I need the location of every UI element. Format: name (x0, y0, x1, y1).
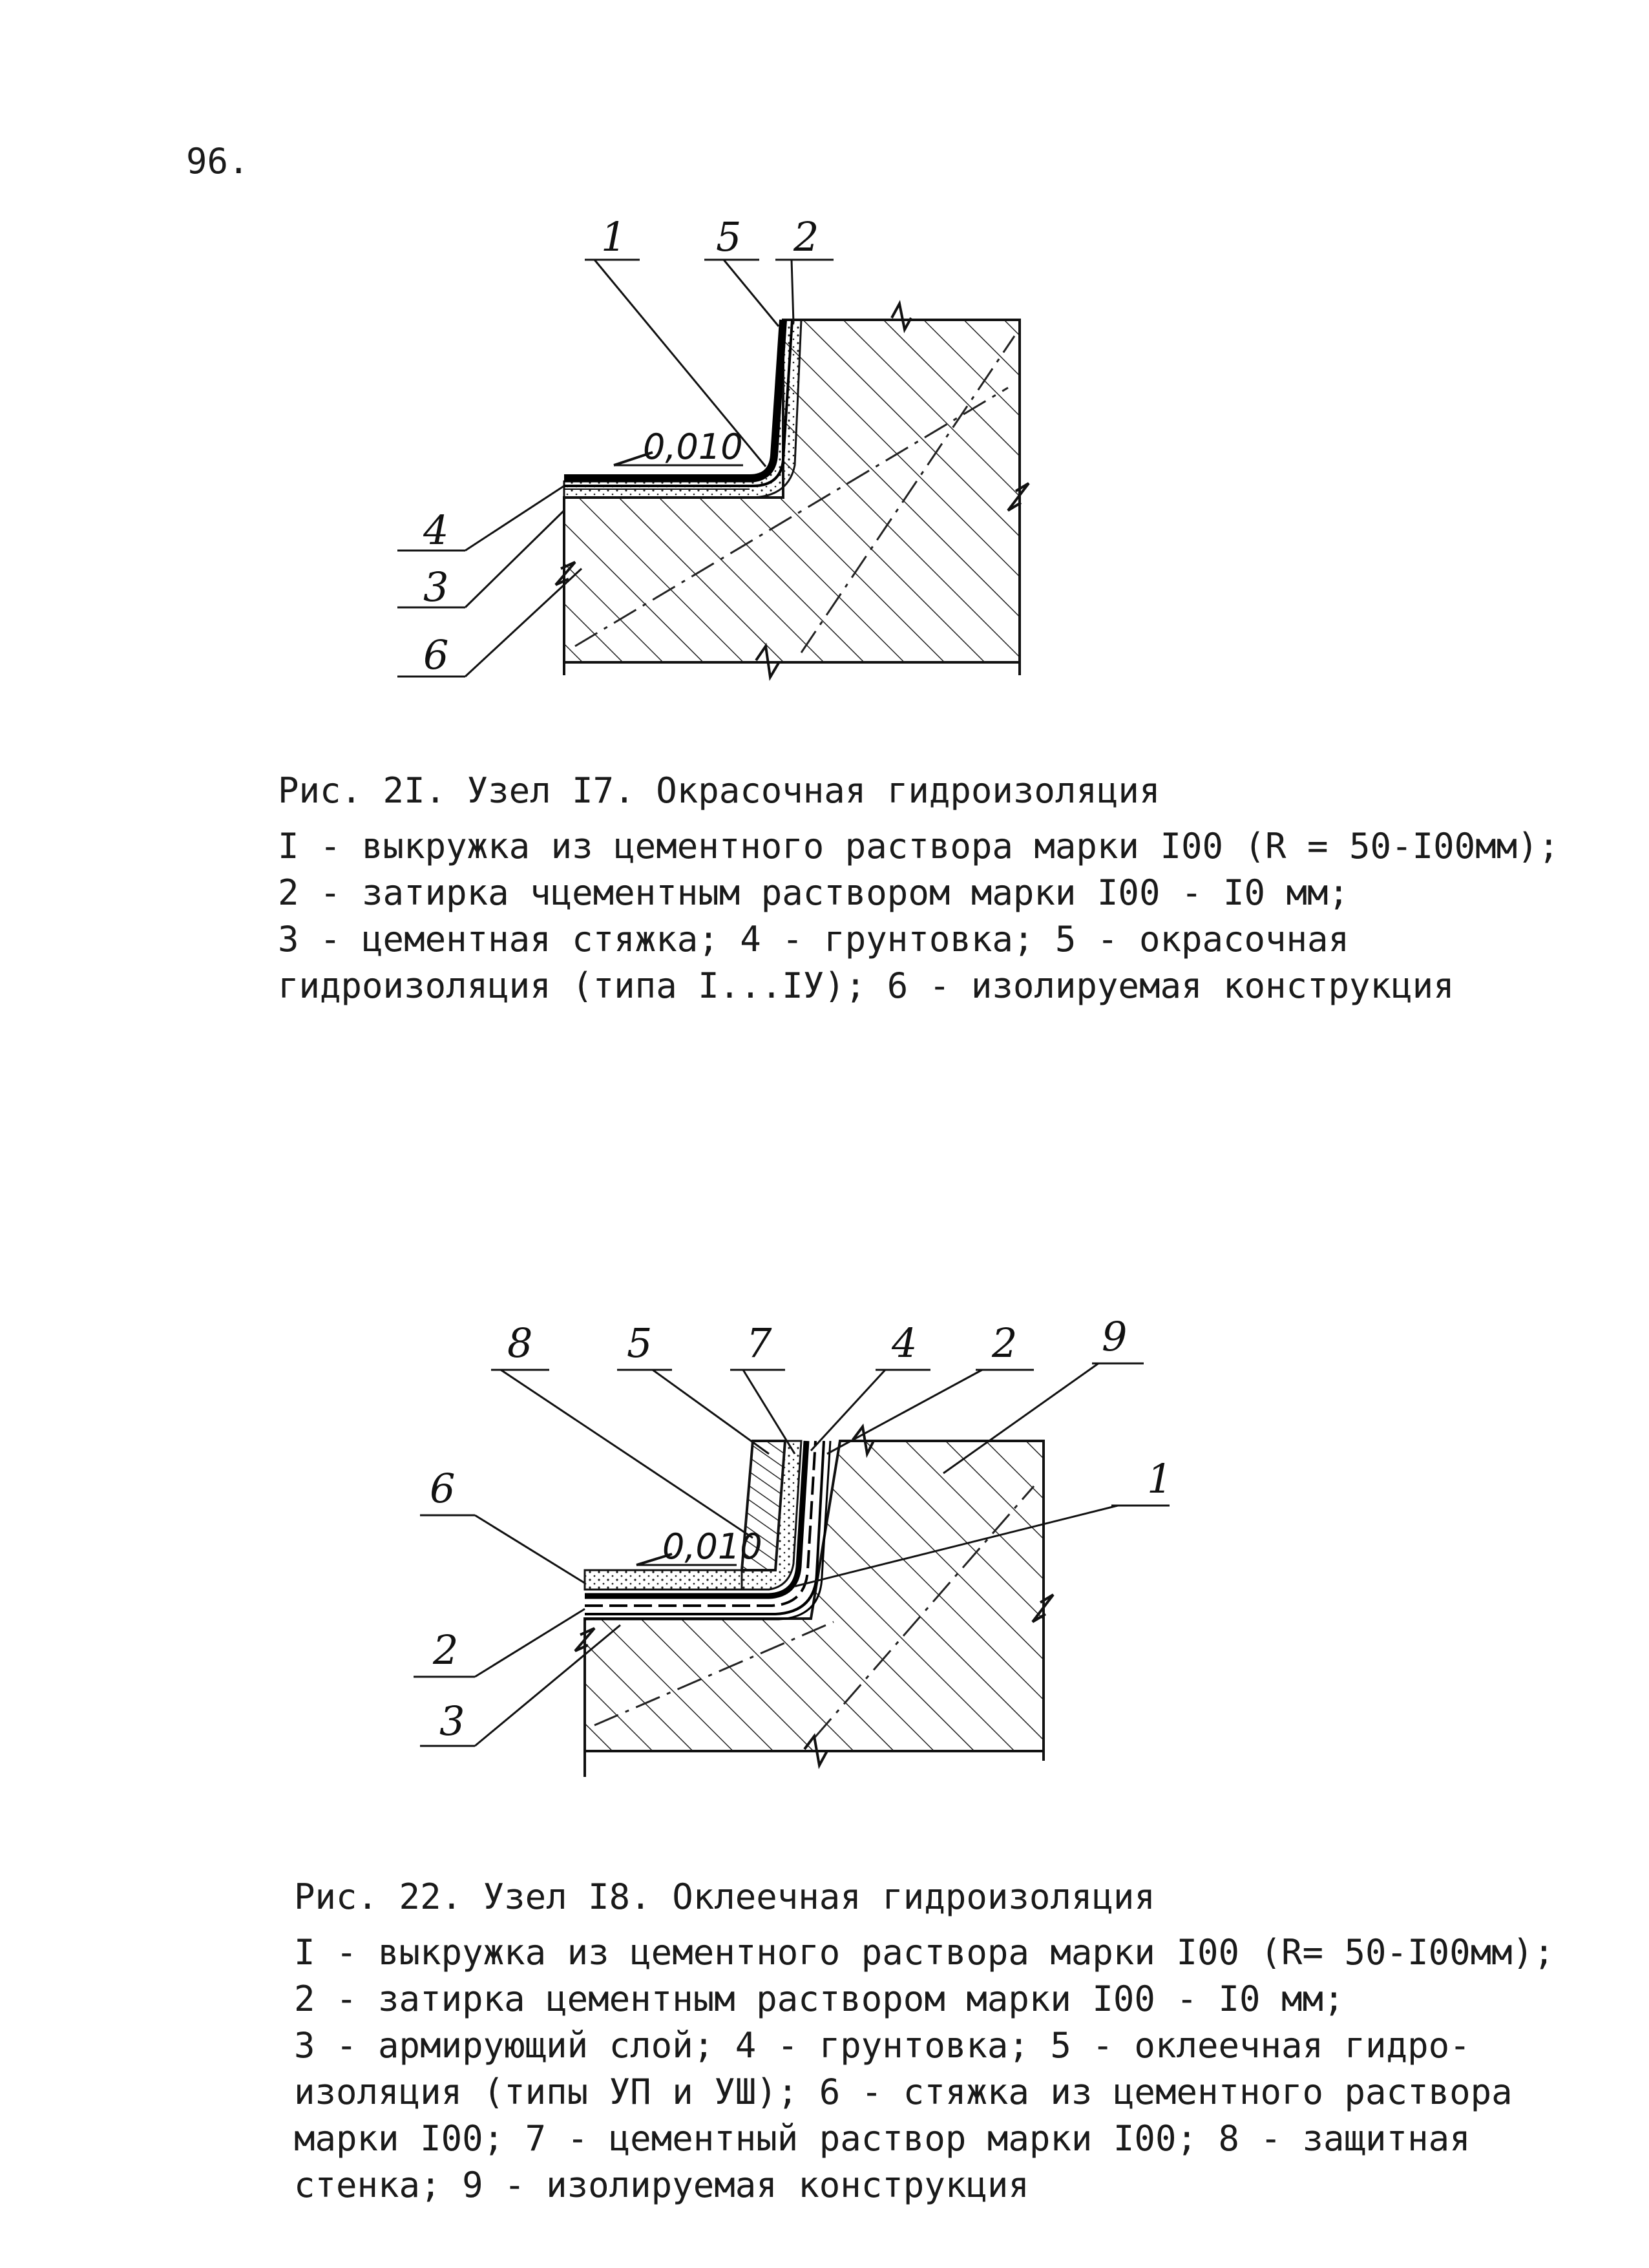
caption-line: 3 - цементная стяжка; 4 - грунтовка; 5 - окрасочная (278, 919, 1350, 960)
callout-3: 3 (439, 1697, 465, 1745)
callout-6: 6 (423, 631, 449, 678)
callout-2: 2 (433, 1626, 459, 1674)
callout-7: 7 (746, 1319, 772, 1367)
caption-line: I - выкружка из цементного раствора марки I00 (R= 50-I00мм); (294, 1932, 1555, 1973)
callout-2: 2 (992, 1319, 1018, 1367)
callout-3: 3 (423, 563, 449, 611)
caption-line: 3 - армирующий слой; 4 - грунтовка; 5 - оклеечная гидро- (294, 2025, 1471, 2066)
cement-screed (585, 1570, 742, 1590)
slope-label: 0,010 (643, 426, 743, 467)
figure-21-title: Рис. 2I. Узел I7. Окрасочная гидроизоляция (278, 770, 1161, 811)
caption-line: 2 - затирка цементным раствором марки I00 - I0 мм; (294, 1979, 1345, 2019)
callout-6: 6 (430, 1465, 456, 1512)
caption-line: изоляция (типы УП и УШ); 6 - стяжка из цементного раствора (294, 2072, 1513, 2112)
figure-21-drawing (0, 0, 1649, 724)
callout-1: 1 (1147, 1455, 1173, 1502)
caption-line: I - выкружка из цементного раствора марки I00 (R = 50-I00мм); (278, 826, 1560, 866)
slope-label: 0,010 (662, 1526, 762, 1567)
figure-22-caption (294, 1874, 1555, 2209)
callout-5: 5 (627, 1319, 653, 1367)
page-number: 96. (186, 141, 249, 182)
figure-22-drawing (0, 1260, 1649, 1842)
figure-22-title: Рис. 22. Узел I8. Оклеечная гидроизоляция (294, 1876, 1155, 1917)
callout-4: 4 (423, 507, 449, 554)
caption-line: марки I00; 7 - цементный раствор марки I00; 8 - защитная (294, 2118, 1471, 2159)
caption-line: стенка; 9 - изолируемая конструкция (294, 2165, 1029, 2205)
callout-4: 4 (892, 1319, 918, 1367)
callout-1: 1 (601, 213, 627, 260)
callout-9: 9 (1102, 1313, 1128, 1360)
callout-8: 8 (507, 1319, 533, 1367)
caption-line: гидроизоляция (типа I...IУ); 6 - изолируемая конструкция (278, 965, 1455, 1006)
callout-2: 2 (793, 213, 819, 260)
figure-21-caption (278, 768, 1559, 1009)
callout-5: 5 (716, 213, 742, 260)
caption-line: 2 - затирка чцементным раствором марки I00 - I0 мм; (278, 872, 1350, 913)
